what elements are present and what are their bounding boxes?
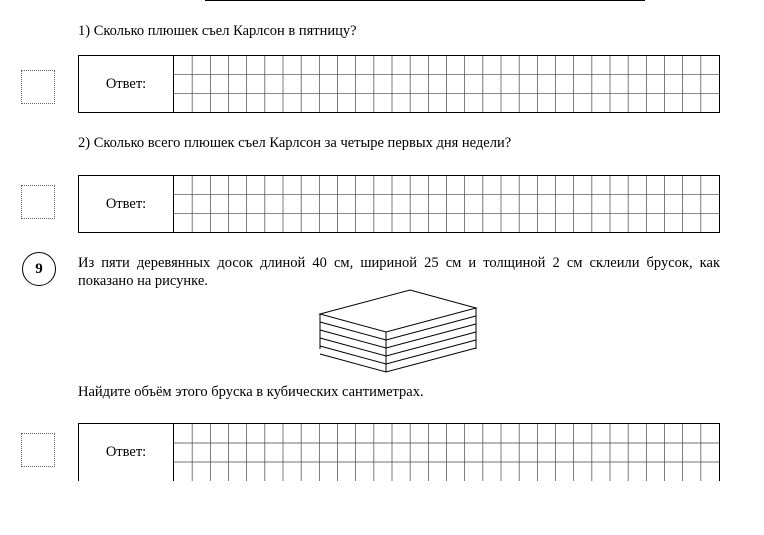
answer-field-3[interactable]	[78, 423, 720, 481]
task-number-badge: 9	[22, 252, 56, 286]
question-1: 1) Сколько плюшек съел Карлсон в пятницу?	[78, 23, 357, 39]
score-box-3[interactable]	[21, 433, 55, 467]
score-box-2[interactable]	[21, 185, 55, 219]
stacked-boards-figure	[318, 288, 478, 374]
top-rule	[205, 0, 645, 1]
answer-label: Ответ:	[79, 56, 174, 112]
task-9-question: Найдите объём этого бруска в кубических сантиметрах.	[78, 384, 424, 400]
answer-label: Ответ:	[79, 424, 174, 481]
answer-label: Ответ:	[79, 176, 174, 232]
task-9-text: Из пяти деревянных досок длиной 40 см, шириной 25 см и толщиной 2 см склеили брусок, как показано на рисунке.	[78, 255, 720, 289]
question-2: 2) Сколько всего плюшек съел Карлсон за четыре первых дня недели?	[78, 135, 512, 151]
answer-field-2[interactable]	[78, 175, 720, 233]
answer-grid[interactable]	[174, 176, 719, 232]
score-box-1[interactable]	[21, 70, 55, 104]
board-layer	[320, 348, 476, 372]
answer-grid[interactable]	[174, 56, 719, 112]
top-face	[320, 290, 476, 332]
answer-grid[interactable]	[174, 424, 719, 481]
answer-field-1[interactable]	[78, 55, 720, 113]
